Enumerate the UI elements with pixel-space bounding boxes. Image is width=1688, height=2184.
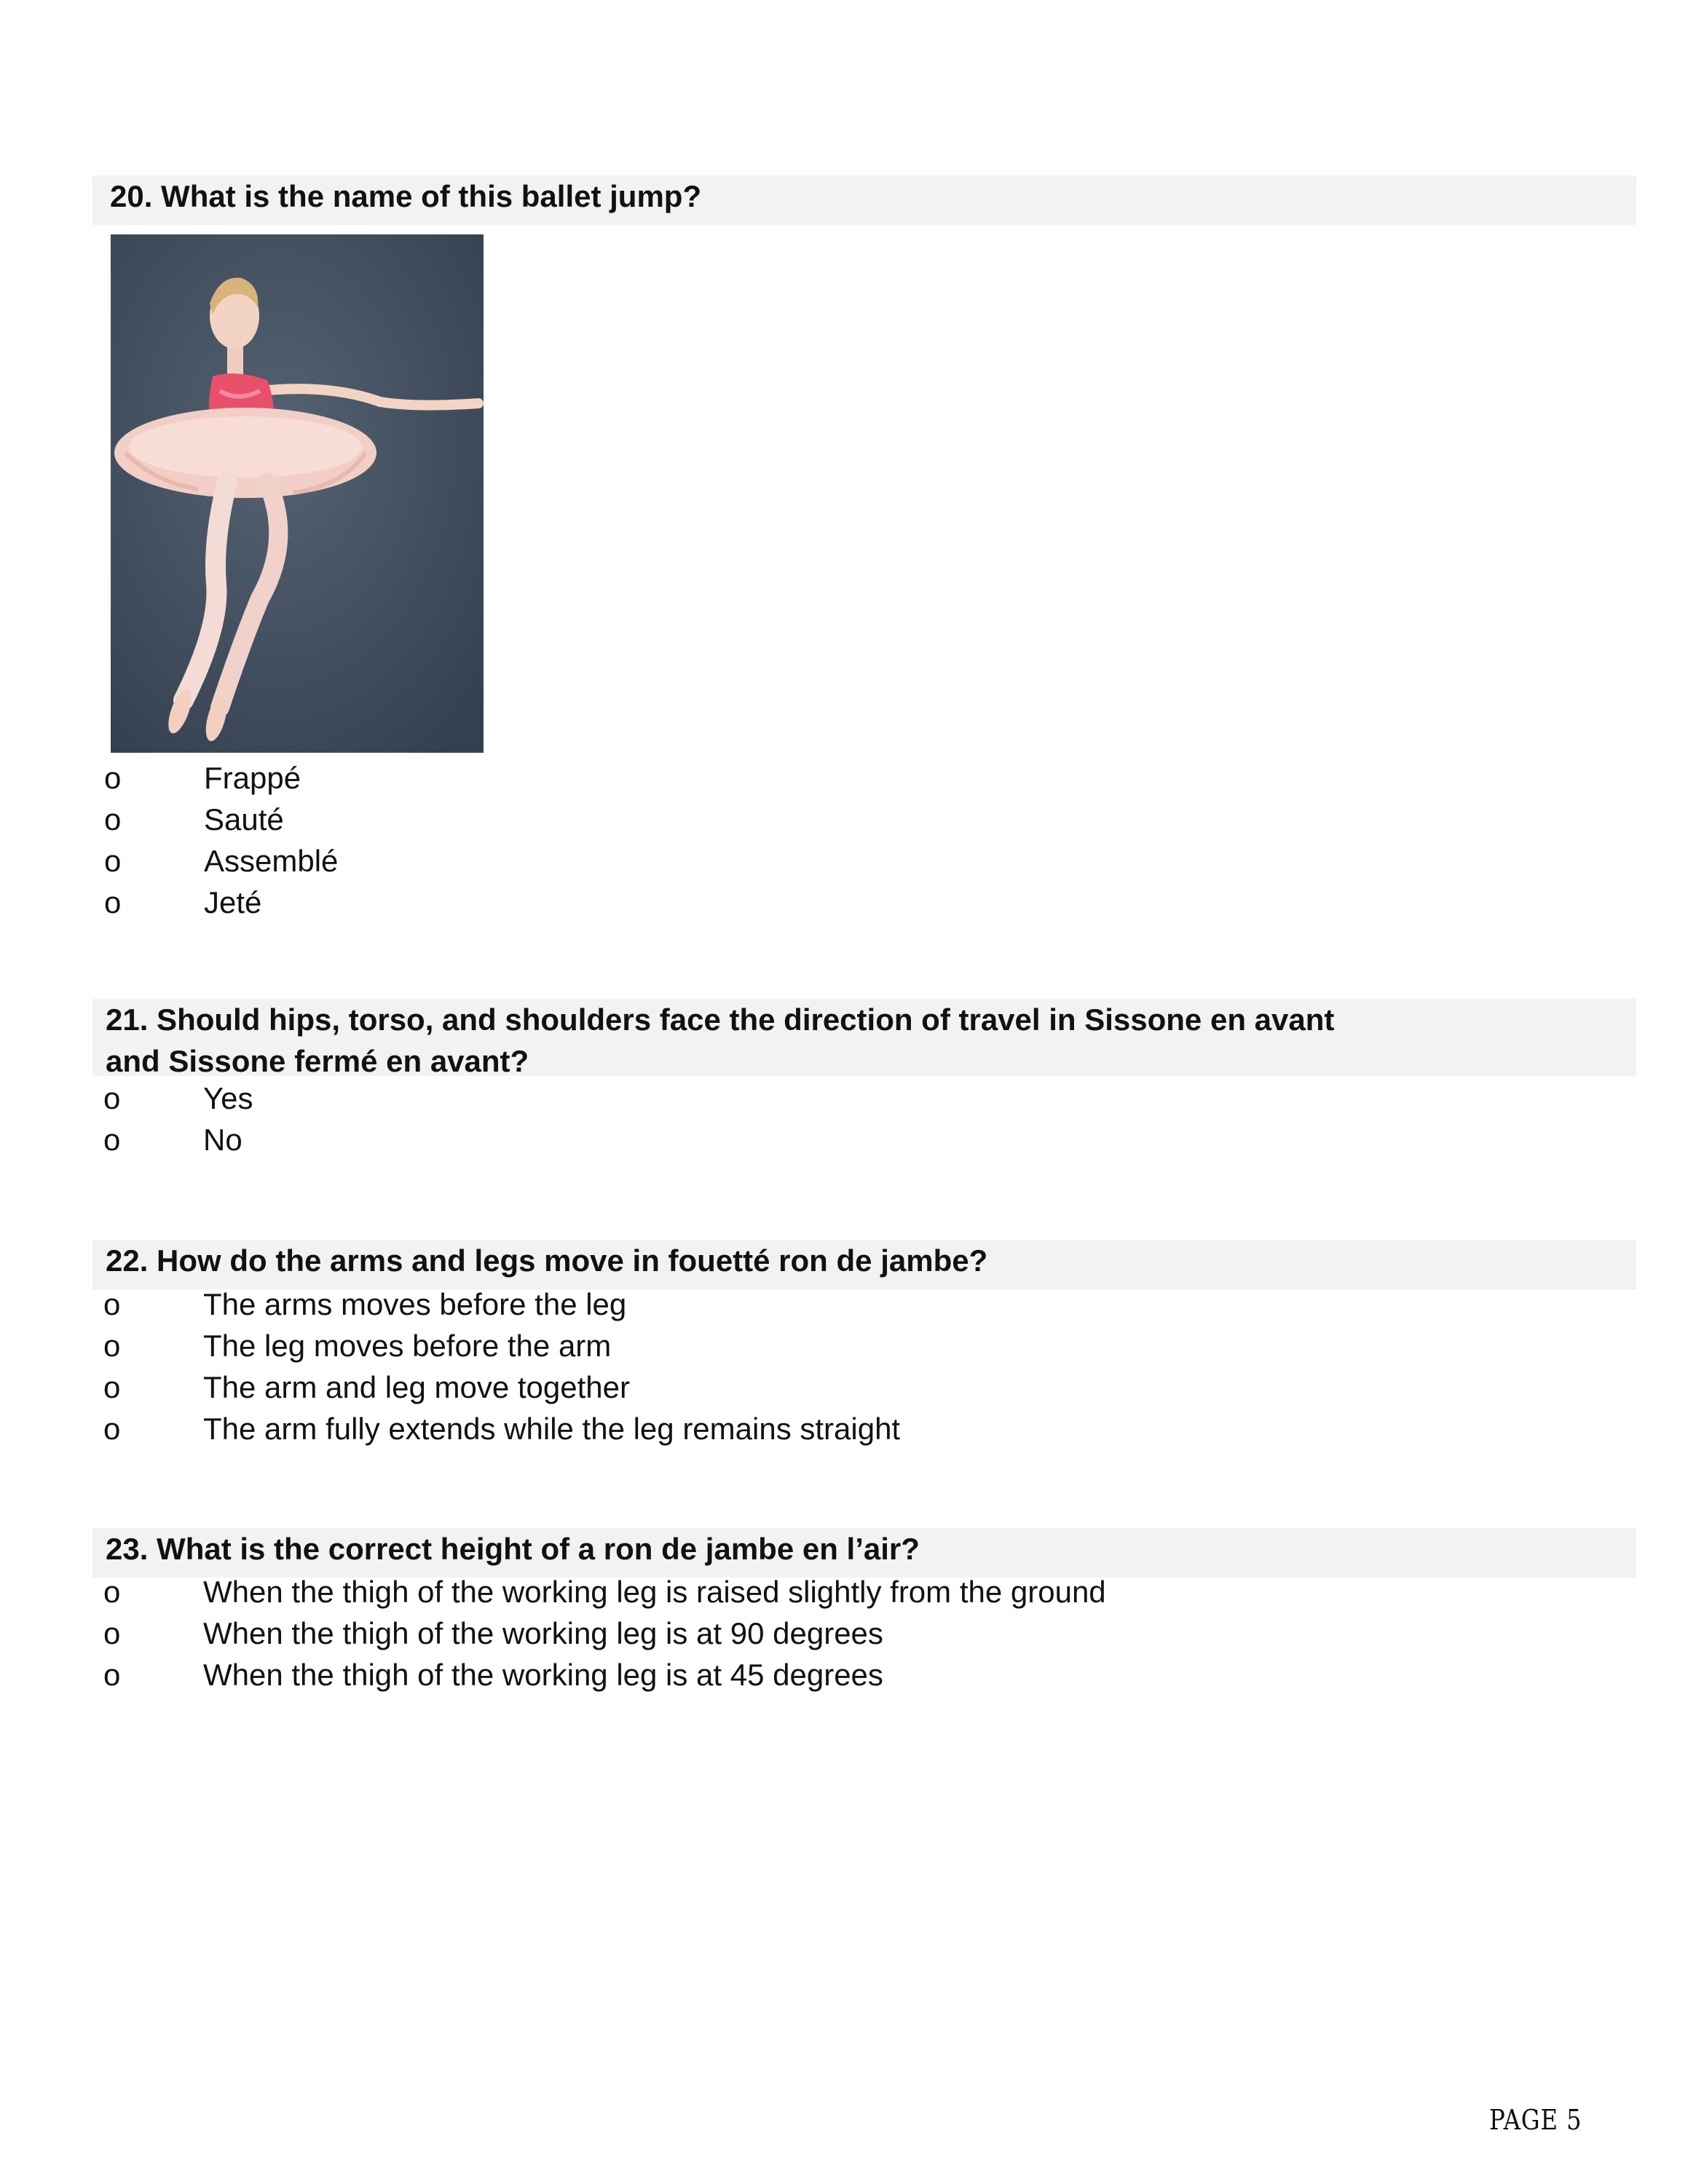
option-text: Sauté: [204, 802, 284, 836]
option-text: When the thigh of the working leg is raised slightly from the ground: [203, 1575, 1106, 1609]
question-22-heading: [92, 1240, 1636, 1289]
option-text: The arm fully extends while the leg remains straight: [203, 1412, 901, 1446]
question-21-text-line1: 21. Should hips, torso, and shoulders face the direction of travel in Sissone en avant: [106, 1002, 1335, 1037]
question-23-heading: [92, 1528, 1636, 1578]
option-bullet: o: [104, 761, 122, 795]
option-text: Jeté: [204, 885, 262, 919]
page-number: PAGE 5: [1489, 2104, 1582, 2136]
option-bullet: o: [103, 1329, 121, 1363]
option-text: No: [203, 1123, 242, 1157]
option-bullet: o: [103, 1370, 121, 1404]
question-21-heading: [92, 999, 1636, 1076]
question-20-heading: [92, 175, 1636, 225]
option-text: The arm and leg move together: [203, 1370, 630, 1404]
option-text: The leg moves before the arm: [203, 1329, 612, 1363]
option-text: When the thigh of the working leg is at 45 degrees: [203, 1658, 883, 1692]
option-text: When the thigh of the working leg is at 90 degrees: [203, 1616, 883, 1650]
option-bullet: o: [103, 1658, 121, 1692]
question-20-text: 20. What is the name of this ballet jump?: [110, 179, 702, 213]
option-bullet: o: [103, 1616, 121, 1650]
question-23-text: 23. What is the correct height of a ron de jambe en l’air?: [106, 1532, 920, 1566]
option-bullet: o: [103, 1287, 121, 1321]
question-21-text-line2: and Sissone fermé en avant?: [106, 1044, 529, 1078]
option-bullet: o: [103, 1123, 121, 1157]
option-bullet: o: [103, 1412, 121, 1446]
option-bullet: o: [104, 885, 122, 919]
question-22-text: 22. How do the arms and legs move in fouetté ron de jambe?: [106, 1243, 988, 1278]
option-text: The arms moves before the leg: [203, 1287, 627, 1321]
option-bullet: o: [103, 1575, 121, 1609]
option-text: Yes: [203, 1081, 253, 1115]
option-bullet: o: [104, 802, 122, 836]
ballet-dancer-photo: [111, 234, 484, 753]
option-text: Assemblé: [204, 844, 339, 878]
option-bullet: o: [104, 844, 122, 878]
option-text: Frappé: [204, 761, 301, 795]
option-bullet: o: [103, 1081, 121, 1115]
